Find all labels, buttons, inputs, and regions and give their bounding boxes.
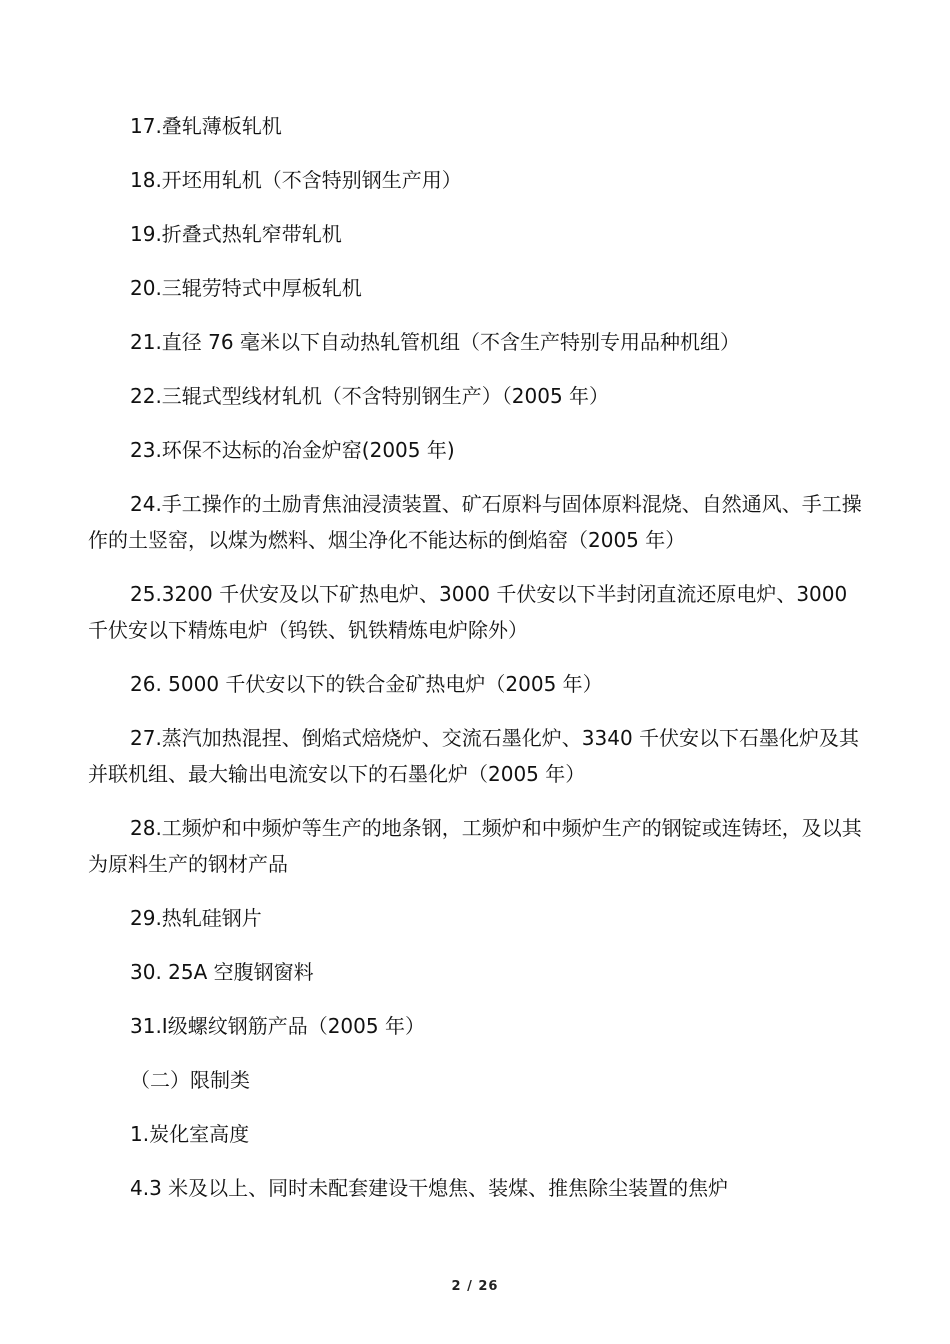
paragraph-17: 17.叠轧薄板轧机 bbox=[130, 114, 282, 138]
paragraph-29: 29.热轧硅钢片 bbox=[130, 906, 262, 930]
paragraph-30: 30. 25A 空腹钢窗料 bbox=[130, 960, 314, 984]
paragraph-27: 27.蒸汽加热混捏、倒焰式焙烧炉、交流石墨化炉、3340 千伏安以下石墨化炉及其并联机组、最大输出电流安以下的石墨化炉（2005 年） bbox=[88, 726, 860, 786]
paragraph-21: 21.直径 76 毫米以下自动热轧管机组（不含生产特别专用品种机组） bbox=[130, 330, 740, 354]
section-heading-restricted: （二）限制类 bbox=[130, 1068, 250, 1092]
page-number: 2 / 26 bbox=[451, 1279, 499, 1294]
restricted-item-1: 1.炭化室高度 bbox=[130, 1122, 250, 1146]
document-body bbox=[88, 108, 864, 1224]
restricted-item-1-continued: 4.3 米及以上、同时未配套建设干熄焦、装煤、推焦除尘装置的焦炉 bbox=[130, 1176, 729, 1200]
paragraph-22: 22.三辊式型线材轧机（不含特别钢生产）（2005 年） bbox=[130, 384, 610, 408]
paragraph-26: 26. 5000 千伏安以下的铁合金矿热电炉（2005 年） bbox=[130, 672, 603, 696]
paragraph-20: 20.三辊劳特式中厚板轧机 bbox=[130, 276, 362, 300]
paragraph-24: 24.手工操作的土励青焦油浸渍装置、矿石原料与固体原料混烧、自然通风、手工操作的土竖窑，以煤为燃料、烟尘净化不能达标的倒焰窑（2005 年） bbox=[88, 492, 862, 552]
paragraph-18: 18.开坯用轧机（不含特别钢生产用） bbox=[130, 168, 462, 192]
paragraph-23: 23.环保不达标的冶金炉窑(2005 年) bbox=[130, 438, 455, 462]
paragraph-31: 31.Ⅰ级螺纹钢筋产品（2005 年） bbox=[130, 1014, 425, 1038]
paragraph-28: 28.工频炉和中频炉等生产的地条钢，工频炉和中频炉生产的钢锭或连铸坯，及以其为原料生产的钢材产品 bbox=[88, 816, 862, 876]
paragraph-25: 25.3200 千伏安及以下矿热电炉、3000 千伏安以下半封闭直流还原电炉、3000 千伏安以下精炼电炉（钨铁、钒铁精炼电炉除外） bbox=[88, 582, 848, 642]
paragraph-19: 19.折叠式热轧窄带轧机 bbox=[130, 222, 342, 246]
